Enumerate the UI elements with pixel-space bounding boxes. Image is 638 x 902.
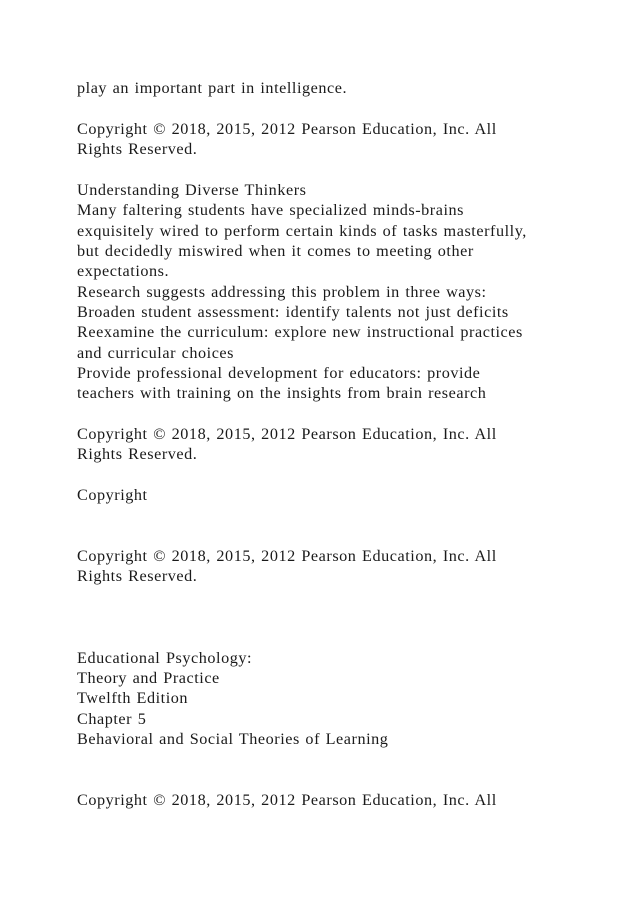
copyright-line: Copyright © 2018, 2015, 2012 Pearson Education, Inc. All [77,425,497,443]
text-line: Research suggests addressing this problem in three ways: [77,283,487,301]
copyright-line: Rights Reserved. [77,567,198,585]
copyright-line: Rights Reserved. [77,445,198,463]
text-line: Many faltering students have specialized minds-brains [77,201,465,219]
text-line: teachers with training on the insights from brain research [77,384,487,402]
text-line: Copyright [77,486,148,504]
copyright-line: Copyright © 2018, 2015, 2012 Pearson Education, Inc. All [77,547,497,565]
chapter-title-line: Behavioral and Social Theories of Learning [77,730,389,748]
text-line: and curricular choices [77,344,235,362]
text-line: Broaden student assessment: identify talents not just deficits [77,303,509,321]
text-line: exquisitely wired to perform certain kinds of tasks masterfully, [77,222,527,240]
text-line: Reexamine the curriculum: explore new instructional practices [77,323,523,341]
section-heading: Understanding Diverse Thinkers [77,181,307,199]
copyright-line: Copyright © 2018, 2015, 2012 Pearson Education, Inc. All [77,120,497,138]
copyright-line: Copyright © 2018, 2015, 2012 Pearson Education, Inc. All [77,791,497,809]
copyright-line: Rights Reserved. [77,140,198,158]
edition-line: Twelfth Edition [77,689,189,707]
text-line: but decidedly miswired when it comes to meeting other [77,242,474,260]
book-title-line: Theory and Practice [77,669,220,687]
text-line: expectations. [77,262,170,280]
text-line: Provide professional development for educators: provide [77,364,481,382]
chapter-line: Chapter 5 [77,710,147,728]
text-line: play an important part in intelligence. [77,79,348,97]
book-title-line: Educational Psychology: [77,649,253,667]
